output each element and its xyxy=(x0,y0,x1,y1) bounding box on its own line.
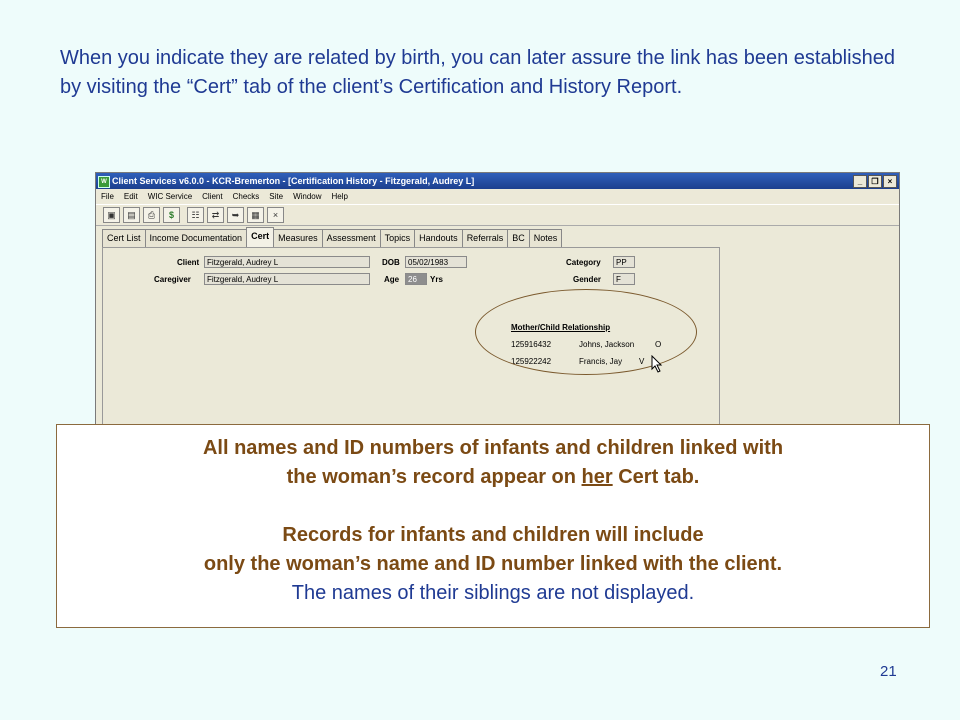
menu-help[interactable]: Help xyxy=(331,192,348,201)
menu-file[interactable]: File xyxy=(101,192,114,201)
send-icon[interactable]: ➥ xyxy=(227,207,244,223)
title-bar xyxy=(96,173,899,189)
age-unit: Yrs xyxy=(430,275,443,284)
mouse-pointer-icon xyxy=(651,355,663,373)
relationship-id-2: 125922242 xyxy=(511,357,552,366)
menu-edit[interactable]: Edit xyxy=(123,192,138,201)
age-field: 26 xyxy=(405,273,427,285)
report-icon[interactable]: ▦ xyxy=(247,207,264,223)
menu-site[interactable]: Site xyxy=(269,192,284,201)
caregiver-label: Caregiver xyxy=(154,275,191,284)
relationship-name-1[interactable]: Johns, Jackson xyxy=(579,340,635,349)
client-services-window xyxy=(95,172,900,430)
relationship-code-2: V xyxy=(639,357,645,366)
toolbar xyxy=(96,204,899,226)
client-field[interactable]: Fitzgerald, Audrey L xyxy=(204,256,370,268)
highlight-ellipse xyxy=(475,289,697,375)
close-button[interactable]: × xyxy=(883,175,897,188)
gender-label: Gender xyxy=(573,275,602,284)
client-label: Client xyxy=(177,258,200,267)
dollar-icon[interactable]: $ xyxy=(163,207,180,223)
tab-measures[interactable]: Measures xyxy=(273,229,323,247)
relationship-name-2[interactable]: Francis, Jay xyxy=(579,357,623,366)
document-icon[interactable]: ▤ xyxy=(123,207,140,223)
category-label: Category xyxy=(566,258,601,267)
dob-label: DOB xyxy=(382,258,400,267)
page-number: 21 xyxy=(880,663,897,680)
print-icon[interactable]: ⎙ xyxy=(143,207,160,223)
tab-assessment[interactable]: Assessment xyxy=(322,229,381,247)
callout-line-5: The names of their siblings are not displayed. xyxy=(291,582,695,604)
tab-strip xyxy=(102,229,561,247)
menu-checks[interactable]: Checks xyxy=(232,192,260,201)
age-label: Age xyxy=(384,275,400,284)
window-title: Client Services v6.0.0 - KCR-Bremerton - [Certification History - Fitzgerald, Audrey L] xyxy=(112,176,475,186)
tab-cert[interactable]: Cert xyxy=(246,227,274,247)
menu-client[interactable]: Client xyxy=(202,192,223,201)
tab-income-documentation[interactable]: Income Documentation xyxy=(145,229,248,247)
callout-box xyxy=(56,424,930,628)
relationship-id-1: 125916432 xyxy=(511,340,552,349)
caregiver-field[interactable]: Fitzgerald, Audrey L xyxy=(204,273,370,285)
menu-wic-service[interactable]: WIC Service xyxy=(147,192,193,201)
tab-handouts[interactable]: Handouts xyxy=(414,229,463,247)
tab-notes[interactable]: Notes xyxy=(529,229,563,247)
menu-bar xyxy=(96,189,899,204)
save-icon[interactable]: ▣ xyxy=(103,207,120,223)
tab-referrals[interactable]: Referrals xyxy=(462,229,509,247)
relationship-heading: Mother/Child Relationship xyxy=(511,323,611,332)
callout-line-1: All names and ID numbers of infants and children linked with xyxy=(202,437,784,459)
callout-her: her xyxy=(581,466,613,488)
callout-line-3: Records for infants and children will include xyxy=(282,524,704,546)
gender-field[interactable]: F xyxy=(613,273,635,285)
callout-line-4: only the woman’s name and ID number linked with the client. xyxy=(203,553,783,575)
callout-line-2: the woman’s record appear on her Cert tab. xyxy=(286,466,700,488)
tab-topics[interactable]: Topics xyxy=(380,229,416,247)
tab-cert-list[interactable]: Cert List xyxy=(102,229,146,247)
minimize-button[interactable]: _ xyxy=(853,175,867,188)
checks-icon[interactable]: ☷ xyxy=(187,207,204,223)
tab-bc[interactable]: BC xyxy=(507,229,530,247)
restore-button[interactable]: ❐ xyxy=(868,175,882,188)
relationship-code-1: O xyxy=(655,340,662,349)
category-field[interactable]: PP xyxy=(613,256,635,268)
intro-text: When you indicate they are related by birth, you can later assure the link has been established by visiting the “Cert” tab of the client’s Certification and History Report. xyxy=(60,47,895,98)
menu-window[interactable]: Window xyxy=(293,192,322,201)
dob-field[interactable]: 05/02/1983 xyxy=(405,256,467,268)
close-x-icon[interactable]: × xyxy=(267,207,284,223)
transfer-icon[interactable]: ⇄ xyxy=(207,207,224,223)
app-icon: W xyxy=(98,176,110,188)
